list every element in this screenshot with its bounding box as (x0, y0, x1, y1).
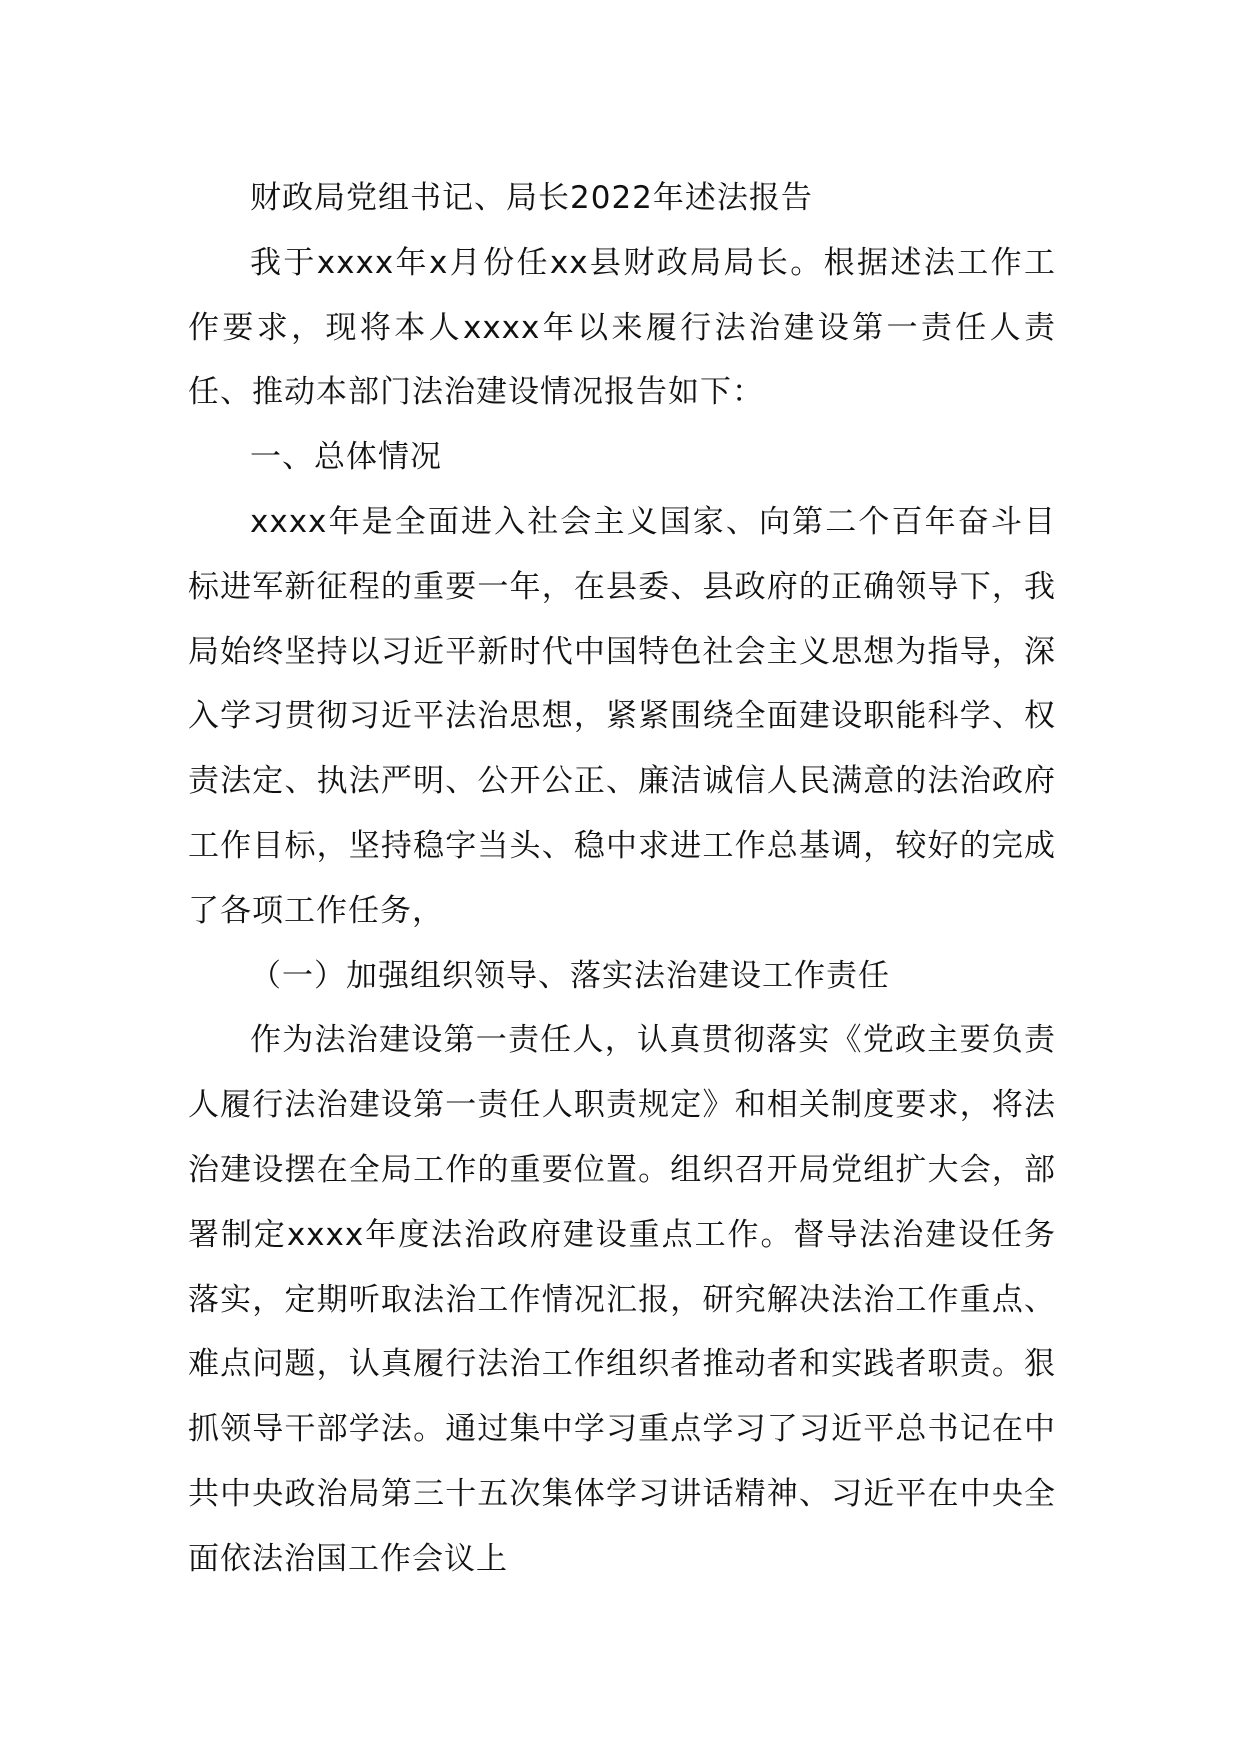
document-body (188, 166, 1056, 1592)
paragraph-organization: 作为法治建设第一责任人，认真贯彻落实《党政主要负责人履行法治建设第一责任人职责规定》和相关制度要求，将法治建设摆在全局工作的重要位置。组织召开局党组扩大会，部署制定xxxx年度法治政府建设重点工作。督导法治建设任务落实，定期听取法治工作情况汇报，研究解决法治工作重点、难点问题，认真履行法治工作组织者推动者和实践者职责。狠抓领导干部学法。通过集中学习重点学习了习近平总书记在中共中央政治局第三十五次集体学习讲话精神、习近平在中央全面依法治国工作会议上 (188, 1022, 1056, 1577)
section-heading-overview: 一、总体情况 (250, 439, 442, 476)
document-title: 财政局党组书记、局长2022年述法报告 (250, 180, 813, 216)
paragraph-overview: xxxx年是全面进入社会主义国家、向第二个百年奋斗目标进军新征程的重要一年，在县委、县政府的正确领导下，我局始终坚持以习近平新时代中国特色社会主义思想为指导，深入学习贯彻习近平法治思想，紧紧围绕全面建设职能科学、权责法定、执法严明、公开公正、廉洁诚信人民满意的法治政府工作目标，坚持稳字当头、稳中求进工作总基调，较好的完成了各项工作任务， (188, 503, 1056, 929)
paragraph-intro: 我于xxxx年x月份任xx县财政局局长。根据述法工作工作要求，现将本人xxxx年以来履行法治建设第一责任人责任、推动本部门法治建设情况报告如下： (188, 244, 1056, 411)
subsection-heading-organization: （一）加强组织领导、落实法治建设工作责任 (250, 957, 890, 994)
